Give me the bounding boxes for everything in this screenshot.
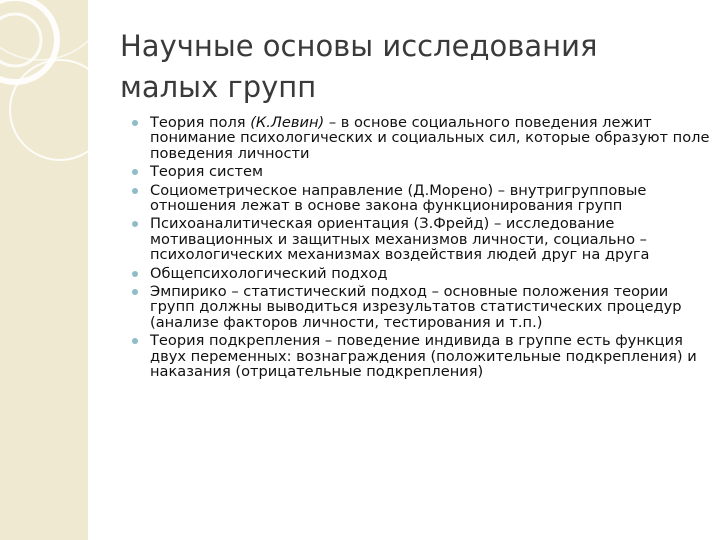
list-item (150, 183, 710, 214)
bullet-text: Теория систем (150, 163, 264, 181)
bullet-icon (132, 221, 138, 227)
list-item (150, 216, 710, 262)
bullet-text: Общепсихологический подход (150, 264, 388, 282)
list-item (150, 266, 710, 281)
bullet-icon (132, 120, 138, 126)
bullet-icon (132, 289, 138, 295)
bullet-icon (132, 338, 138, 344)
bullet-icon (132, 188, 138, 194)
bullet-text-rest: – в основе социального поведения лежит понимание психологических и социальных сил, которые образуют поле поведения личности (150, 114, 710, 162)
bullet-list (150, 115, 710, 383)
bullet-text: Психоаналитическая ориентация (З.Фрейд) – исследование мотивационных и защитных механизмов личности, социально – психологических механизмах воздействия людей друг на друга (150, 215, 650, 264)
list-item (150, 115, 710, 161)
bullet-text: Теория подкрепления – поведение индивида в группе есть функция двух переменных: вознаграждения (положительные подкрепления) и наказания (отрицательные подкрепления) (150, 332, 697, 381)
bullet-text-italic: (К.Левин) (250, 114, 325, 131)
list-item (150, 164, 710, 179)
list-item (150, 284, 710, 330)
bullet-text: Теория поля (150, 114, 251, 131)
decorative-circles (0, 0, 140, 200)
list-item (150, 333, 710, 379)
slide-title: Научные основы исследования малых групп (120, 29, 598, 104)
bullet-text: Социометрическое направление (Д.Морено) – внутригрупповые отношения лежат в основе закона функционирования групп (150, 181, 647, 215)
bullet-icon (132, 271, 138, 277)
bullet-text: Эмпирико – статистический подход – основные положения теории групп должны выводиться изрезультатов статистических процедур (анализе факторов личности, тестирования и т.п.) (150, 283, 682, 331)
